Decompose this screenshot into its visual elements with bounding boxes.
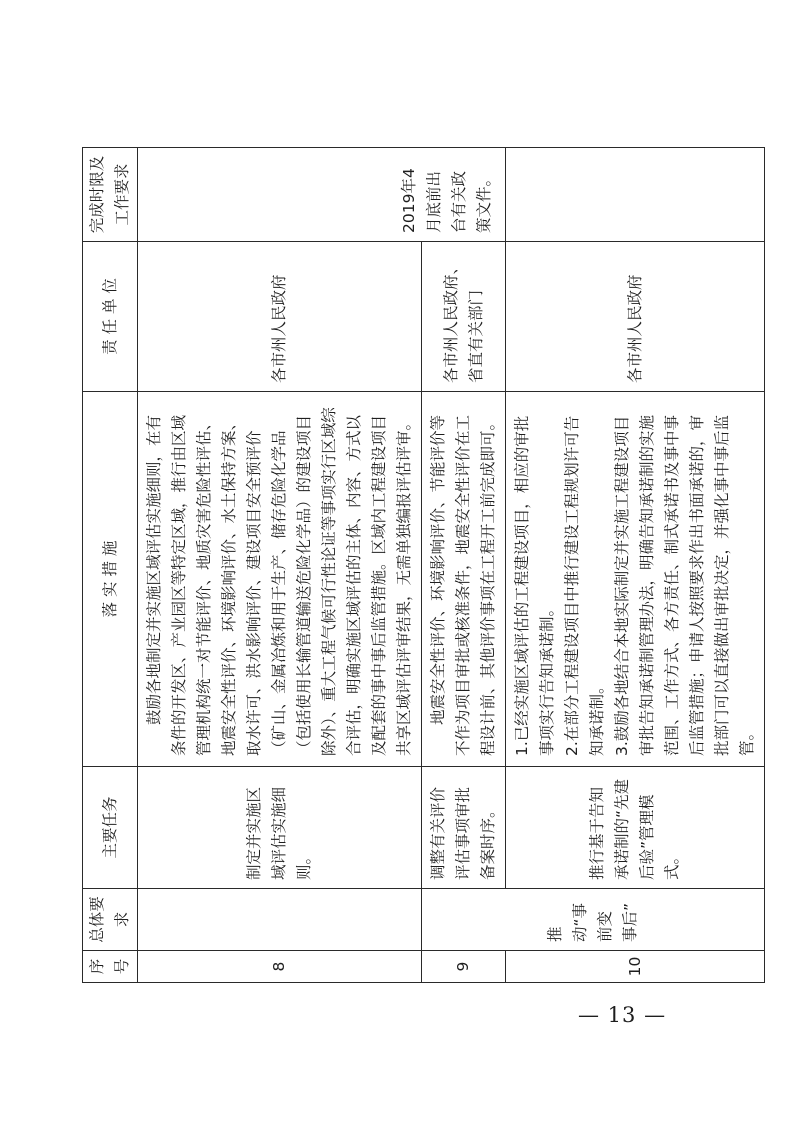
measures-text <box>138 392 422 767</box>
page-number: — 13 — <box>578 1003 667 1027</box>
main-task: 调整有关评价评估事项审批备案时序。 <box>422 767 506 889</box>
header-measures: 落 实 措 施 <box>83 392 138 767</box>
responsible-unit: 各市州人民政府 <box>506 242 765 392</box>
measures-text <box>422 392 506 767</box>
measure-item: 2.在部分工程建设项目中推行建设工程规划许可告知承诺制。 <box>563 415 606 756</box>
table-row <box>506 148 765 983</box>
measure-item: 1.已经实施区域评估的工程建设项目，相应的审批事项实行告知承诺制。 <box>513 415 556 756</box>
main-task: 制定并实施区域评估实施细则。 <box>138 767 422 889</box>
header-overall-requirement: 总体要求 <box>83 889 138 951</box>
deadline-cell: 2019年4月底前出台有关政策文件。 <box>138 148 506 242</box>
overall-requirement-cell-empty <box>138 889 422 951</box>
header-main-task: 主要任务 <box>83 767 138 889</box>
responsible-unit: 各市州人民政府、省直有关部门 <box>422 242 506 392</box>
main-task: 推行基于告知承诺制的“先建后验”管理模式。 <box>506 767 765 889</box>
header-no: 序号 <box>83 951 138 983</box>
header-deadline: 完成时限及工作要求 <box>83 148 138 242</box>
measures-paragraph: 鼓励各地制定并实施区域评估实施细则，在有条件的开发区、产业园区等特定区域，推行由区域管理机构统一对节能评价、地质灾害危险性评估、地震安全性评价、环境影响评价、水土保持方案、取水许可、洪水影响评价、建设项目安全预评价（矿山、金属冶炼和用于生产、储存危险化学品（包括使用长输管道输送危险化学品）的建设项目除外）、重大工程气候可行性论证等事项实行区域综合评估，明确实施区域评估的主体、内容、方式以及配套的事中事后监管措施。区域内工程建设项目共享区域评估评审结果，无需单独编报评估评审。 <box>145 407 413 756</box>
row-number: 10 <box>506 951 765 983</box>
row-number: 8 <box>138 951 422 983</box>
table-header-row <box>83 148 138 983</box>
measure-item: 3.鼓励各地结合本地实际制定并实施工程建设项目审批告知承诺制管理办法，明确告知承诺制的实施范围、工作方式、各方责任、制式承诺书及事中事后监管措施；申请人按照要求作出书面承诺的，审批部门可以直接做出审批决定，并强化事中事后监管。 <box>613 414 756 756</box>
table-row <box>422 148 506 983</box>
header-responsible-unit: 责 任 单 位 <box>83 242 138 392</box>
rotated-landscape-table <box>82 148 756 983</box>
measures-list <box>506 392 765 767</box>
measures-paragraph: 地震安全性评价、环境影响评价、节能评价等不作为项目审批或核准条件，地震安全性评价在工程设计前、其他评价事项在工程开工前完成即可。 <box>429 414 497 756</box>
table-row <box>138 148 422 983</box>
overall-requirement: 推动“事前变事后” <box>422 889 765 951</box>
reform-measures-table <box>82 147 765 983</box>
responsible-unit: 各市州人民政府 <box>138 242 422 392</box>
deadline-cell-empty <box>506 148 765 242</box>
row-number: 9 <box>422 951 506 983</box>
